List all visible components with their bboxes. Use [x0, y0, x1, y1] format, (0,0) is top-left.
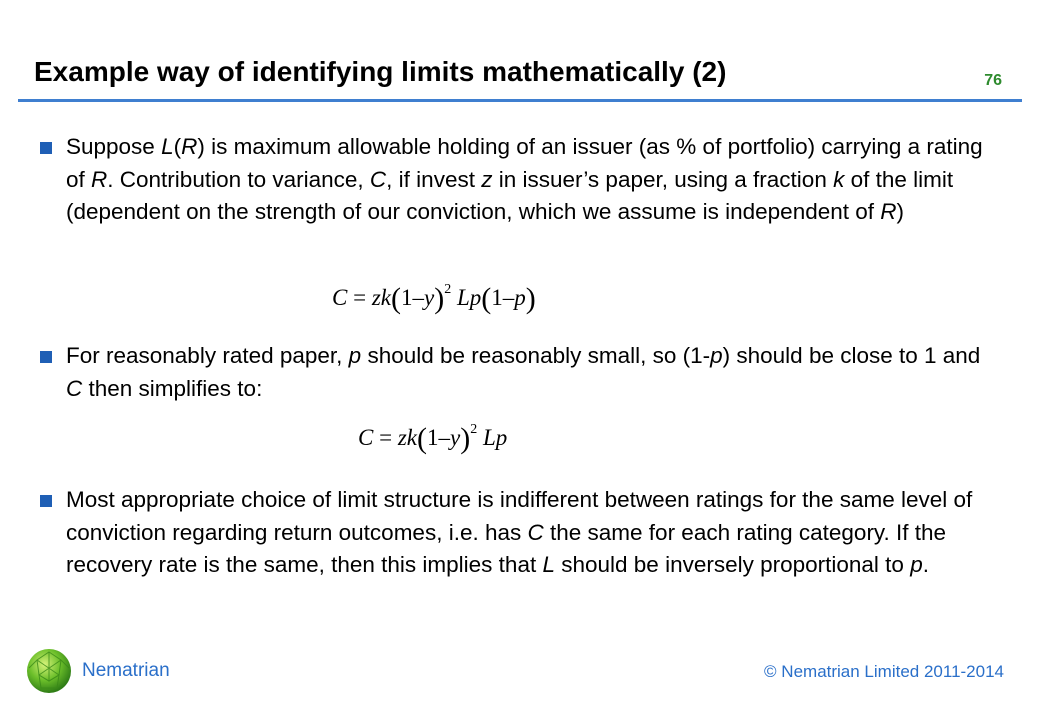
- bullet-1: [40, 131, 990, 229]
- slide-title: Example way of identifying limits mathematically (2): [34, 56, 727, 87]
- slide-number: 76: [984, 72, 1002, 89]
- equation-1: $C = zk(1-y)^2$ Lp(1–p): [332, 282, 536, 315]
- footer-brand: Nematrian: [82, 660, 170, 681]
- nematrian-logo-icon: [24, 646, 74, 696]
- bullet-text: Suppose L(R) is maximum allowable holding of an issuer (as % of portfolio) carrying a rating of R. Contribution to variance, C, if invest z in issuer’s paper, using a fraction k of the limit (dependent on the strength of our conviction, which we assume is independent of R): [66, 134, 983, 224]
- bullet-marker: [40, 351, 52, 363]
- bullet-text: Most appropriate choice of limit structure is indifferent between ratings for the same level of conviction regarding return outcomes, i.e. has C the same for each rating category. If the recovery rate is the same, then this implies that L should be inversely proportional to p.: [66, 487, 973, 577]
- bullet-2: [40, 340, 990, 405]
- bullet-text: For reasonably rated paper, p should be reasonably small, so (1-p) should be close to 1 and C then simplifies to:: [66, 343, 981, 401]
- bullet-marker: [40, 495, 52, 507]
- bullet-marker: [40, 142, 52, 154]
- bullet-3: [40, 484, 990, 582]
- footer-copyright: © Nematrian Limited 2011-2014: [764, 662, 1004, 681]
- title-rule: [18, 99, 1022, 102]
- equation-2: $C = zk(1-y)^2$ Lp: [358, 422, 508, 455]
